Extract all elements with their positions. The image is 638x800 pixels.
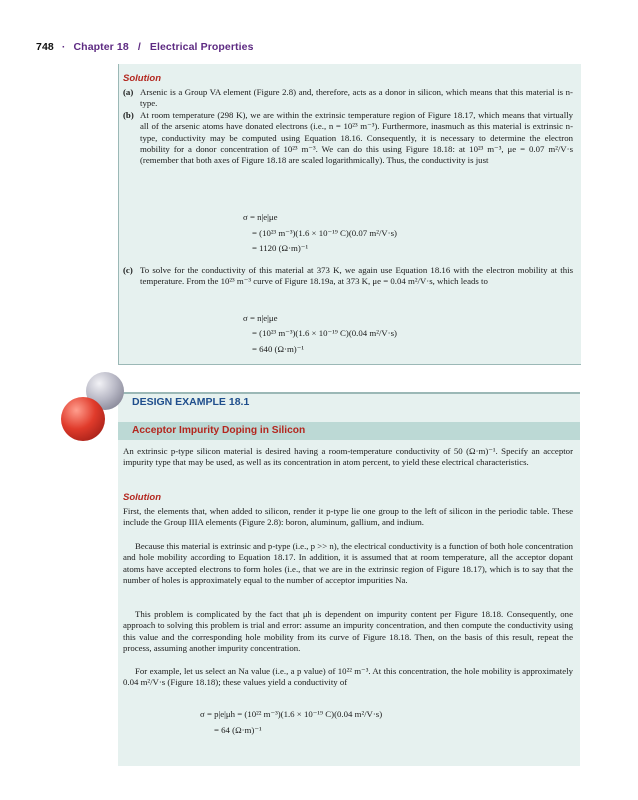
equation-c-line3: = 640 (Ω·m)⁻¹	[252, 344, 305, 354]
problem-statement: An extrinsic p-type silicon material is desired having a room-temperature conductivity of 50 (Ω·m)⁻¹. Specify an acceptor impurity type that may be used, as well as its concentration in atom percent, to yield these electrical characteristics.	[123, 446, 573, 468]
paragraph-1: First, the elements that, when added to silicon, render it p-type lie one group to the left of silicon in the periodic table. These include the Group IIIA elements (Figure 2.8): boron, aluminum, gallium, and indium.	[123, 506, 573, 528]
item-b	[123, 110, 573, 166]
chapter-title: Electrical Properties	[149, 41, 254, 53]
item-b-marker: (b)	[123, 110, 134, 120]
solution2-label: Solution	[123, 492, 161, 503]
running-header	[36, 41, 254, 53]
equation-c-line1: σ = n|e|μe	[243, 313, 278, 323]
item-b-text-part1: At room temperature (298 K), we are within the extrinsic temperature region of Figure 18.17, which means that virtually all of the arsenic atoms have donated electrons (i.e.,	[140, 110, 573, 132]
equation-b-line1: σ = n|e|μe	[243, 212, 278, 222]
page-number: 748	[36, 41, 54, 53]
paragraph-3: This problem is complicated by the fact that μh is dependent on impurity content per Figure 18.18. Consequently, one approach to solving this problem is trial and error: assume an impurity concentration, and then compute the conductivity using this value and the corresponding hole mobility from its curve of Figure 18.18. Then, on the basis of this result, repeat the process, assuming another impurity concentration.	[123, 609, 573, 653]
paragraph-2: Because this material is extrinsic and p-type (i.e., p >> n), the electrical conductivity is a function of both hole concentration and hole mobility according to Equation 18.17. In addition, it is assumed that at room temperature, all the acceptor dopant atoms have accepted electrons to form holes (i.e., that we are in the extrinsic region of Figure 18.17), which is to say that the number of holes is approximately equal to the number of acceptor impurities Na.	[123, 541, 573, 585]
item-a-marker: (a)	[123, 87, 134, 97]
item-b-text-part2: n = 10²³ m⁻³). Furthermore, inasmuch as this material is extrinsic n-type, conductivity may be computed using Equation 18.16. Consequently, it is necessary to determine the electron mobility for a donor concentration of 10²³ m⁻³. We can do this using Figure 18.18: at 10²³ m⁻³, μe = 0.07 m²/V·s (remember that both axes of Figure 18.18 are scaled logarithmically). Thus, the conductivity is just	[140, 121, 573, 166]
equation-b-line3: = 1120 (Ω·m)⁻¹	[252, 243, 309, 253]
item-c-text: To solve for the conductivity of this material at 373 K, we again use Equation 18.16 with the electron mobility at this temperature. From the 10²³ m⁻³ curve of Figure 18.19a, at 373 K, μe = 0.04 m²/V·s, which leads to	[140, 265, 573, 287]
equation-final-line1: σ = p|e|μh = (10²² m⁻³)(1.6 × 10⁻¹⁹ C)(0.04 m²/V·s)	[200, 709, 383, 719]
header-dot: ·	[61, 41, 66, 53]
design-example-subtitle: Acceptor Impurity Doping in Silicon	[132, 425, 306, 436]
paragraph-4: For example, let us select an Na value (i.e., a p value) of 10²² m⁻³. At this concentration, the hole mobility is approximately 0.04 m²/V·s (Figure 18.18); these values yield a conductivity of	[123, 666, 573, 688]
chapter-label: Chapter 18	[73, 41, 129, 53]
solution-label: Solution	[123, 73, 161, 84]
equation-b-line2: = (10²³ m⁻³)(1.6 × 10⁻¹⁹ C)(0.07 m²/V·s)	[252, 228, 397, 238]
item-a	[123, 87, 573, 110]
equation-c-line2: = (10²³ m⁻³)(1.6 × 10⁻¹⁹ C)(0.04 m²/V·s)	[252, 328, 397, 338]
design-example-ball-icon-red	[61, 397, 105, 441]
item-a-text: Arsenic is a Group VA element (Figure 2.8) and, therefore, acts as a donor in silicon, which means that this material is n-type.	[140, 87, 573, 109]
item-c	[123, 265, 573, 288]
design-box-rule	[118, 392, 580, 394]
design-example-title: DESIGN EXAMPLE 18.1	[132, 396, 250, 408]
equation-final-line2: = 64 (Ω·m)⁻¹	[214, 725, 262, 735]
item-b-text	[140, 110, 573, 166]
header-separator: /	[137, 41, 141, 53]
item-c-marker: (c)	[123, 265, 133, 275]
